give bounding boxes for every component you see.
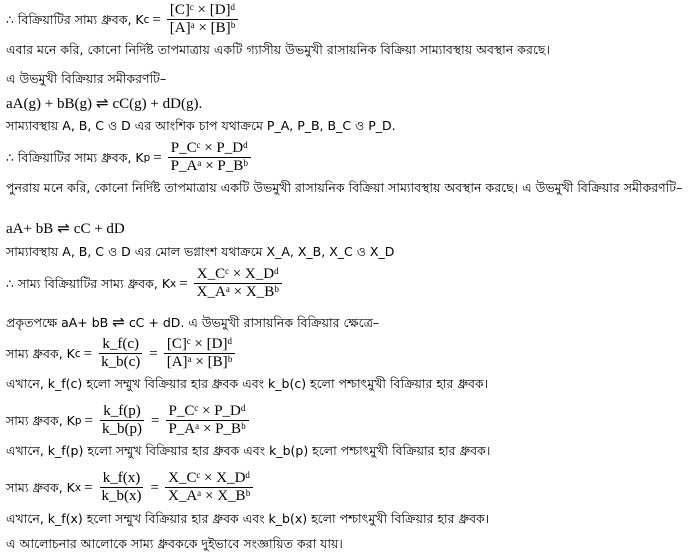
kp-numerator: P_Cᶜ × P_Dᵈ [168, 140, 251, 158]
kp-denominator: P_Aᵃ × P_Bᵇ [170, 158, 248, 174]
kx-rate-explanation: এখানে, k_f(x) হলো সম্মুখ বিক্রিয়ার হার ধ্রুবক এবং k_b(x) হলো পশ্চাৎমুখী বিক্রিয়ার হার ধ্রুবক। [6, 511, 490, 526]
paragraph-gaseous-reaction: এবার মনে করি, কোনো নির্দিষ্ট তাপমাত্রায় একটি গ্যাসীয় উভমুখী রাসায়নিক বিক্রিয়া সাম্যাবস্থায় অবস্থান করছে। [6, 42, 550, 57]
kp-rate-subscript: p [74, 414, 82, 427]
kp-pressure-fraction [165, 403, 248, 438]
kx-molefrac-fraction [165, 470, 253, 505]
kx-numerator: X_Cᶜ × X_Dᵈ [194, 266, 282, 284]
kp-subscript: p [143, 151, 151, 164]
context-suffix: cC + dD. এ উভমুখী রাসায়নিক বিক্রিয়ার ক্ষেত্রে– [128, 315, 380, 330]
reaction-context-line [6, 314, 379, 331]
kx-rate-fraction [99, 470, 145, 505]
kp-rate-explanation: এখানে, k_f(p) হলো সম্মুখ বিক্রিয়ার হার ধ্রুবক এবং k_b(p) হলো পশ্চাৎমুখী বিক্রিয়ার হার ধ্রুবক। [6, 443, 491, 458]
kx-rate-label: সাম্য ধ্রুবক, K [6, 479, 75, 495]
products: cC + dD [73, 221, 125, 237]
kx-equals: = [179, 275, 188, 292]
kp-rate-fraction [99, 403, 145, 438]
kx-rate-subscript: x [74, 481, 82, 494]
kx-forward-rate: k_f(x) [100, 470, 144, 488]
equilibrium-arrow-icon: ⇌ [57, 219, 70, 237]
kx-definition-line [6, 266, 285, 301]
kx-subscript: x [170, 277, 177, 290]
reactants: aA(g) + bB(g) [6, 96, 92, 112]
kx-fraction [194, 266, 282, 301]
kx-rate-equals: = [84, 479, 93, 496]
kc-denominator: [A]ᵃ × [B]ᵇ [169, 20, 236, 36]
kx-denominator: X_Aᵃ × X_Bᵇ [196, 284, 279, 300]
kc-equals: = [152, 11, 161, 28]
kx-molefrac-numerator: X_Cᶜ × X_Dᵈ [165, 470, 253, 488]
kc-rate-explanation: এখানে, k_f(c) হলো সম্মুখ বিক্রিয়ার হার ধ্রুবক এবং k_b(c) হলো পশ্চাৎমুখী বিক্রিয়ার হার ধ্রুবক। [6, 376, 489, 391]
mole-fraction-line: সাম্যাবস্থায় A, B, C ও D এর মোল ভগ্নাংশ যথাক্রমে X_A, X_B, X_C ও X_D [6, 244, 395, 259]
kc-conc-denominator: [A]ᵃ × [B]ᵇ [166, 354, 233, 370]
kx-molefrac-denominator: X_Aᵃ × X_Bᵇ [168, 488, 251, 504]
kc-conc-numerator: [C]ᶜ × [D]ᵈ [164, 336, 235, 354]
kp-rate-label: সাম্য ধ্রুবক, K [6, 412, 75, 428]
kx-rate-line [6, 470, 256, 505]
kx-fraction-equals: = [150, 479, 159, 496]
kp-fraction [168, 140, 251, 175]
kx-backward-rate: k_b(x) [101, 488, 142, 504]
kc-definition-line [6, 2, 241, 37]
reactants: aA+ bB [6, 221, 54, 237]
reaction-equation [6, 220, 125, 237]
kx-label: ∴ সাম্য বিক্রিয়াটির সাম্য ধ্রুবক, K [6, 275, 171, 291]
kc-subscript: c [143, 13, 150, 26]
kc-rate-label: সাম্য ধ্রুবক, K [6, 345, 75, 361]
kc-fraction [167, 2, 239, 37]
kc-rate-subscript: c [74, 347, 81, 360]
equilibrium-arrow-icon: ⇌ [95, 94, 109, 112]
kp-rate-line [6, 403, 252, 438]
kp-forward-rate: k_f(p) [100, 403, 144, 421]
kp-backward-rate: k_b(p) [101, 421, 142, 437]
gas-reaction-equation [6, 95, 202, 112]
kp-definition-line [6, 140, 254, 175]
kp-pressure-equals: = [150, 412, 160, 429]
kc-backward-rate: k_b(c) [101, 354, 141, 370]
kc-label: ∴ বিক্রিয়াটির সাম্য ধ্রুবক, K [6, 11, 144, 27]
partial-pressure-line: সাম্যাবস্থায় A, B, C ও D এর আংশিক চাপ যথাক্রমে P_A, P_B, B_C ও P_D. [6, 118, 396, 133]
kc-rate-fraction [98, 336, 143, 371]
context-prefix: প্রকৃতপক্ষে aA+ bB [6, 315, 109, 330]
kp-pressure-denominator: P_Aᵃ × P_Bᵇ [168, 421, 246, 437]
equation-intro: এ উভমুখী বিক্রিয়ার সমীকরণটি– [6, 71, 167, 86]
kp-equals: = [153, 149, 162, 166]
kp-label: ∴ বিক্রিয়াটির সাম্য ধ্রুবক, K [6, 149, 144, 165]
kp-pressure-numerator: P_Cᶜ × P_Dᵈ [166, 403, 249, 421]
paragraph-reversible-reaction: পুনরায় মনে করি, কোনো নির্দিষ্ট তাপমাত্রায় একটি উভমুখী রাসায়নিক বিক্রিয়া সাম্যাবস্থায় অবস্থান করছে। এ উভমুখী বিক্রিয়ার সমীকরণটি– [6, 180, 683, 195]
kc-conc-equals: = [149, 345, 158, 362]
kc-numerator: [C]ᶜ × [D]ᵈ [167, 2, 238, 20]
conclusion-line: এ আলোচনার আলোকে সাম্য ধ্রুবককে দুইভাবে সংজ্ঞায়িত করা যায়। [6, 536, 343, 551]
kc-rate-line [6, 336, 238, 371]
kc-rate-equals: = [83, 345, 93, 362]
equilibrium-arrow-icon: ⇌ [112, 313, 125, 331]
kc-forward-rate: k_f(c) [99, 336, 142, 354]
kc-conc-fraction [164, 336, 236, 371]
products: cC(g) + dD(g). [112, 96, 203, 112]
kp-rate-equals: = [84, 412, 93, 429]
